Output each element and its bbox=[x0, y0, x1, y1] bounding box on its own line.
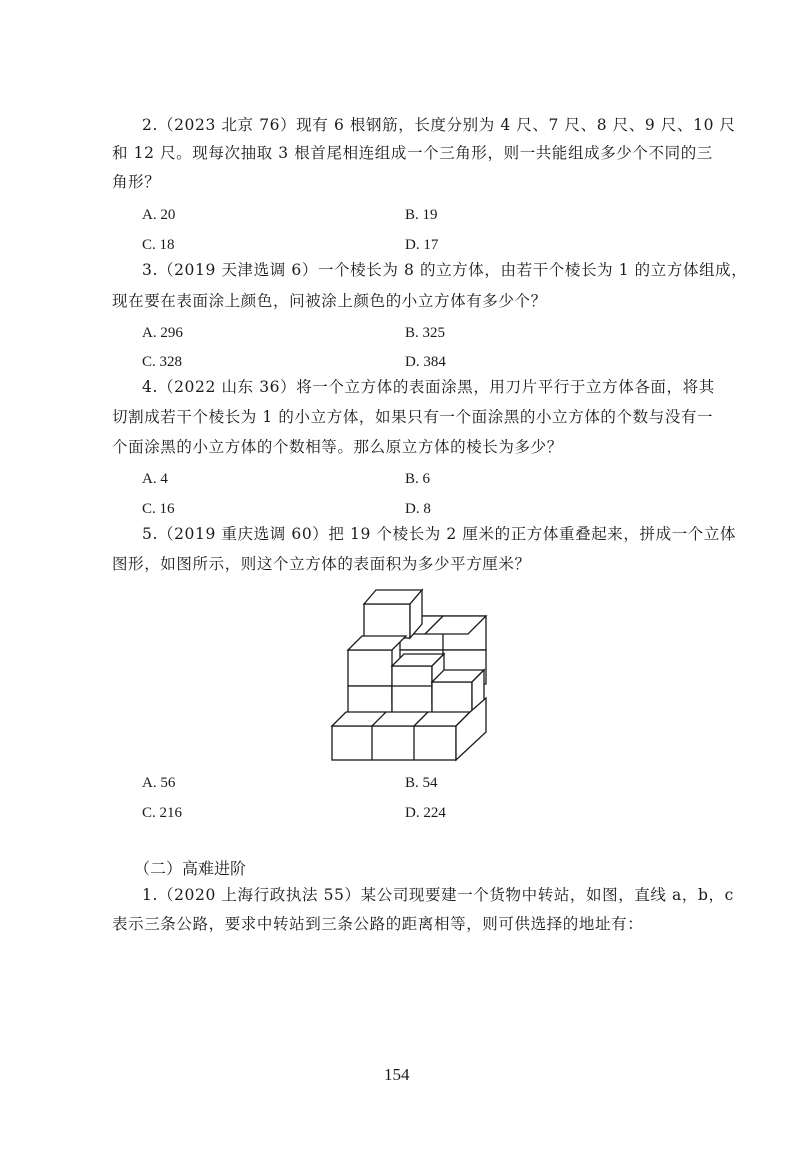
q2-option-c[interactable]: C. 18 bbox=[142, 237, 175, 253]
cube-stack-figure bbox=[330, 586, 490, 766]
q2-line-3: 角形？ bbox=[112, 173, 161, 191]
bottom-row-front bbox=[332, 726, 456, 760]
q2-line-2: 和 12 尺。现每次抽取 3 根首尾相连组成一个三角形，则一共能组成多少个不同的三 bbox=[112, 144, 713, 162]
q2-option-b[interactable]: B. 19 bbox=[405, 207, 438, 223]
q2-line-1: 2.（2023 北京 76）现有 6 根钢筋，长度分别为 4 尺、7 尺、8 尺、9 尺、10 尺 bbox=[142, 116, 736, 134]
q3-option-c[interactable]: C. 328 bbox=[142, 354, 183, 370]
mid-left-cube-top bbox=[348, 636, 406, 650]
page-number: 154 bbox=[384, 1065, 410, 1084]
q3-option-a[interactable]: A. 296 bbox=[142, 325, 183, 341]
q5-line-2: 图形，如图所示，则这个立方体的表面积为多少平方厘米？ bbox=[112, 555, 531, 573]
q3-line-1: 3.（2019 天津选调 6）一个棱长为 8 的立方体，由若干个棱长为 1 的立方体组成， bbox=[142, 261, 748, 279]
mid-left-cube-upper bbox=[348, 650, 392, 686]
q4-option-c[interactable]: C. 16 bbox=[142, 501, 175, 517]
q3-option-b[interactable]: B. 325 bbox=[405, 325, 446, 341]
q4-line-3: 个面涂黑的小立方体的个数相等。那么原立方体的棱长为多少？ bbox=[112, 438, 563, 456]
q3-line-2: 现在要在表面涂上颜色，问被涂上颜色的小立方体有多少个？ bbox=[112, 292, 547, 310]
top-cube-front bbox=[364, 604, 410, 638]
sec-q1-line-1: 1.（2020 上海行政执法 55）某公司现要建一个货物中转站，如图，直线 a，b，c bbox=[142, 886, 734, 904]
q2-option-d[interactable]: D. 17 bbox=[405, 237, 439, 253]
q4-option-b[interactable]: B. 6 bbox=[405, 471, 431, 487]
q5-option-c[interactable]: C. 216 bbox=[142, 805, 183, 821]
q5-option-b[interactable]: B. 54 bbox=[405, 775, 438, 791]
q4-option-d[interactable]: D. 8 bbox=[405, 501, 431, 517]
q2-option-a[interactable]: A. 20 bbox=[142, 207, 176, 223]
q5-option-d[interactable]: D. 224 bbox=[405, 805, 446, 821]
q3-option-d[interactable]: D. 384 bbox=[405, 354, 446, 370]
q5-option-a[interactable]: A. 56 bbox=[142, 775, 176, 791]
sec-q1-line-2: 表示三条公路，要求中转站到三条公路的距离相等，则可供选择的地址有： bbox=[112, 915, 644, 933]
bottom-row-top bbox=[332, 712, 470, 726]
q4-line-1: 4.（2022 山东 36）将一个立方体的表面涂黑，用刀片平行于立方体各面，将其 bbox=[142, 378, 715, 396]
q4-line-2: 切割成若干个棱长为 1 的小立方体，如果只有一个面涂黑的小立方体的个数与没有一 bbox=[112, 408, 714, 426]
q4-option-a[interactable]: A. 4 bbox=[142, 471, 168, 487]
q5-line-1: 5.（2019 重庆选调 60）把 19 个棱长为 2 厘米的正方体重叠起来，拼成一个立体 bbox=[142, 525, 737, 543]
section-title: （二）高难进阶 bbox=[134, 859, 247, 878]
